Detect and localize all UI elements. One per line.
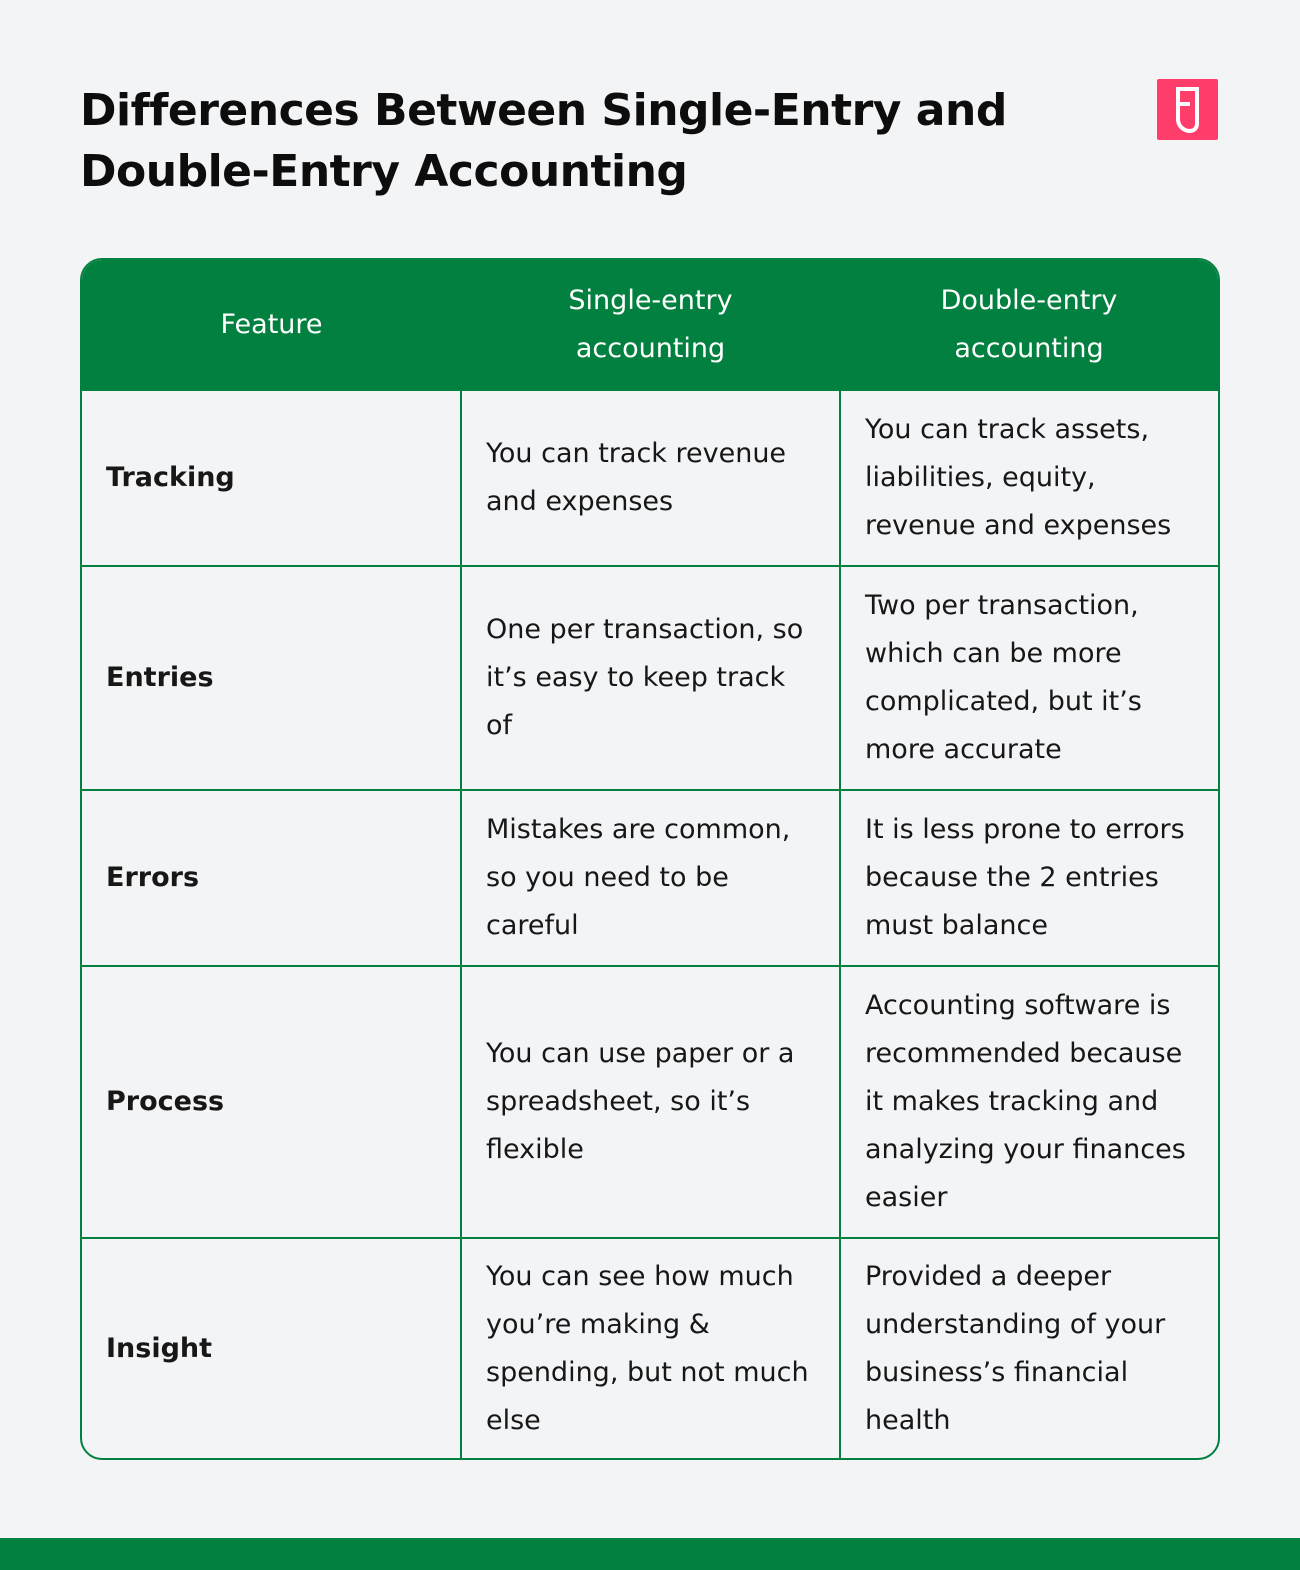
single-entry-cell: You can track revenue and expenses — [461, 390, 840, 566]
table-row — [82, 1238, 1218, 1459]
table-header-row — [82, 260, 1218, 390]
table-row — [82, 390, 1218, 566]
double-entry-cell: It is less prone to errors because the 2 entries must balance — [840, 790, 1218, 966]
comparison-table — [80, 258, 1220, 1460]
page-title: Differences Between Single-Entry and Double-Entry Accounting — [80, 85, 1007, 197]
table-row — [82, 966, 1218, 1238]
table-row — [82, 566, 1218, 790]
double-entry-cell: Two per transaction, which can be more complicated, but it’s more accurate — [840, 566, 1218, 790]
feature-cell: Tracking — [82, 390, 461, 566]
double-entry-cell: Provided a deeper understanding of your business’s financial health — [840, 1238, 1218, 1459]
column-header-single-entry: Single-entry accounting — [461, 260, 840, 390]
feature-cell: Errors — [82, 790, 461, 966]
single-entry-cell: Mistakes are common, so you need to be careful — [461, 790, 840, 966]
single-entry-cell: You can see how much you’re making & spending, but not much else — [461, 1238, 840, 1459]
brand-logo-icon — [1157, 79, 1218, 140]
single-entry-cell: One per transaction, so it’s easy to keep track of — [461, 566, 840, 790]
feature-cell: Insight — [82, 1238, 461, 1459]
feature-cell: Process — [82, 966, 461, 1238]
feature-cell: Entries — [82, 566, 461, 790]
footer-bar — [0, 1538, 1300, 1570]
table-row — [82, 790, 1218, 966]
column-header-double-entry: Double-entry accounting — [840, 260, 1218, 390]
single-entry-cell: You can use paper or a spreadsheet, so it’s flexible — [461, 966, 840, 1238]
double-entry-cell: You can track assets, liabilities, equity, revenue and expenses — [840, 390, 1218, 566]
double-entry-cell: Accounting software is recommended because it makes tracking and analyzing your finances easier — [840, 966, 1218, 1238]
column-header-feature: Feature — [82, 260, 461, 390]
